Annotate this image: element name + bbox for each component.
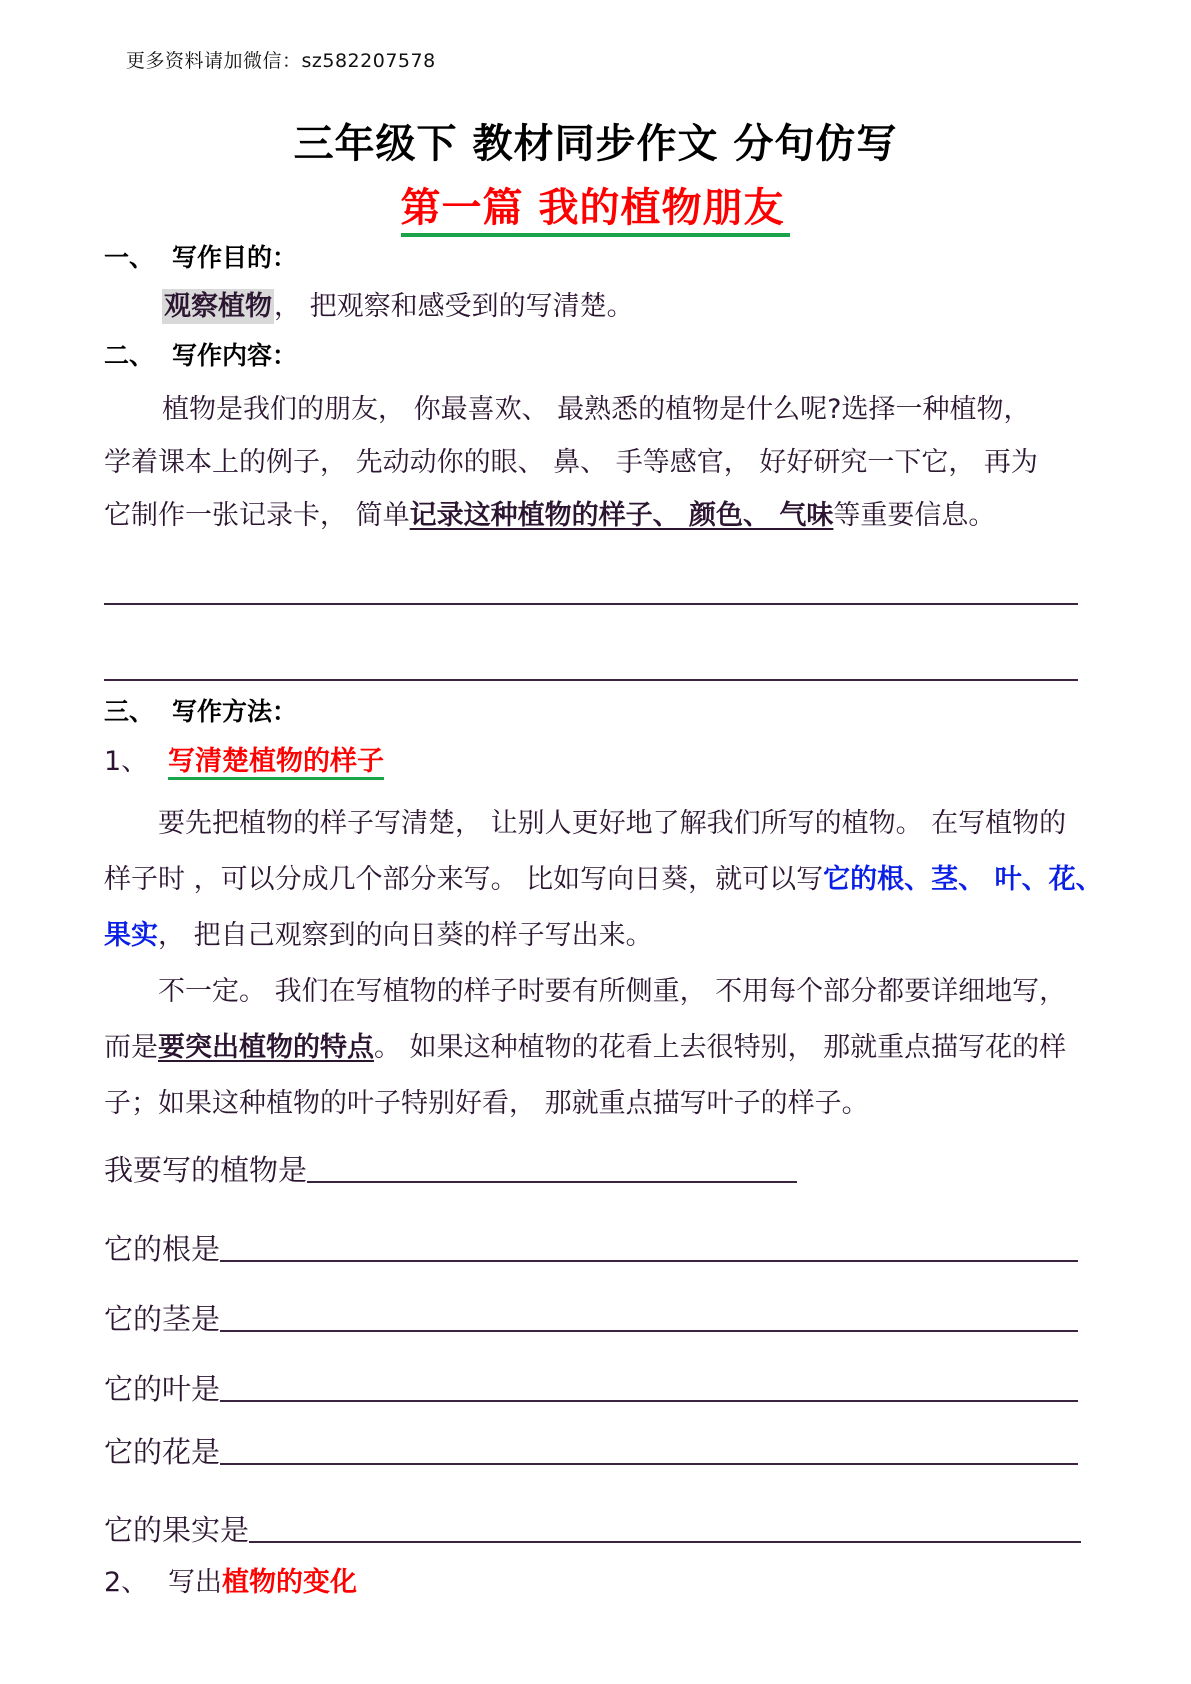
method1-p2-line2-post: 。 如果这种植物的花看上去很特别， 那就重点描写花的样 <box>374 1032 1067 1063</box>
section2-line3-pre: 它制作一张记录卡， 简单 <box>104 500 410 531</box>
section2-line2: 学着课本上的例子， 先动动你的眼、 鼻、 手等感官， 好好研究一下它， 再为 <box>104 447 1038 478</box>
section2-emphasis: 记录这种植物的样子、 颜色、 气味 <box>409 500 834 531</box>
fill-stem-line[interactable] <box>220 1330 1078 1332</box>
method1-heading <box>104 735 384 788</box>
method1-title: 写清楚植物的样子 <box>168 746 384 780</box>
method2-number: 2、 <box>104 1567 149 1598</box>
fill-stem-label: 它的茎是 <box>104 1302 221 1336</box>
emphasis-plant-features: 要突出植物的特点 <box>158 1032 374 1063</box>
fill-root-label: 它的根是 <box>104 1232 221 1266</box>
section1-heading <box>104 238 297 274</box>
plant-part-fruit: 果实 <box>104 920 158 951</box>
fill-fruit <box>104 1508 1081 1549</box>
method1-p2-line1: 不一定。 我们在写植物的样子时要有所侧重， 不用每个部分都要详细地写， <box>158 976 1067 1007</box>
section2-title: 写作内容： <box>172 341 298 370</box>
method1-number: 1、 <box>104 746 149 777</box>
section2-line1: 植物是我们的朋友， 你最喜欢、 最熟悉的植物是什么呢?选择一种植物， <box>162 394 1031 425</box>
method1-p2-line3: 子；如果这种植物的叶子特别好看， 那就重点描写叶子的样子。 <box>104 1088 869 1119</box>
fill-plant-line[interactable] <box>307 1181 797 1183</box>
answer-line-2[interactable] <box>104 679 1078 681</box>
section3-heading <box>104 692 297 728</box>
fill-fruit-label: 它的果实是 <box>104 1513 250 1547</box>
fill-flower <box>104 1430 1078 1471</box>
page-subtitle <box>0 176 1191 233</box>
section1-title: 写作目的： <box>172 243 298 272</box>
method1-p2-line2 <box>104 1021 1066 1074</box>
section2-line3 <box>104 489 995 542</box>
section2-heading <box>104 336 297 372</box>
method1-p1-line2 <box>104 853 1103 906</box>
section2-line3-post: 等重要信息。 <box>833 500 996 531</box>
fill-stem <box>104 1297 1078 1338</box>
fill-root-line[interactable] <box>220 1260 1078 1262</box>
subtitle-text: 第一篇 我的植物朋友 <box>401 185 791 237</box>
fill-leaf-line[interactable] <box>220 1400 1078 1402</box>
section3-title: 写作方法： <box>172 697 298 726</box>
method2-title: 植物的变化 <box>222 1567 357 1598</box>
fill-root <box>104 1227 1078 1268</box>
method2-pre: 写出 <box>168 1567 222 1598</box>
answer-line-1[interactable] <box>104 603 1078 605</box>
section1-number: 一、 <box>104 243 155 272</box>
fill-plant <box>104 1148 797 1189</box>
method1-p1-line2-pre: 样子时 ，可以分成几个部分来写。 比如写向日葵，就可以写 <box>104 864 824 895</box>
highlight-observe-plants: 观察植物 <box>164 291 272 322</box>
plant-parts-list: 它的根、茎、 叶、花、 <box>823 864 1103 895</box>
section3-number: 三、 <box>104 697 155 726</box>
fill-flower-label: 它的花是 <box>104 1435 221 1469</box>
method1-p2-line2-pre: 而是 <box>104 1032 158 1063</box>
method1-p1-line1: 要先把植物的样子写清楚， 让别人更好地了解我们所写的植物。 在写植物的 <box>158 808 1067 839</box>
fill-leaf <box>104 1367 1078 1408</box>
fill-flower-line[interactable] <box>220 1463 1078 1465</box>
section1-rest: ， 把观察和感受到的写清楚。 <box>274 291 634 322</box>
section1-body <box>162 280 634 333</box>
method1-p1-line3 <box>104 909 653 962</box>
method2-heading <box>104 1556 357 1609</box>
watermark-contact: 更多资料请加微信：sz582207578 <box>126 50 436 72</box>
page-title: 三年级下 教材同步作文 分句仿写 <box>293 121 898 167</box>
fill-plant-label: 我要写的植物是 <box>104 1153 308 1187</box>
method1-p1-line3-post: ， 把自己观察到的向日葵的样子写出来。 <box>158 920 653 951</box>
section2-number: 二、 <box>104 341 155 370</box>
fill-leaf-label: 它的叶是 <box>104 1372 221 1406</box>
fill-fruit-line[interactable] <box>249 1541 1081 1543</box>
